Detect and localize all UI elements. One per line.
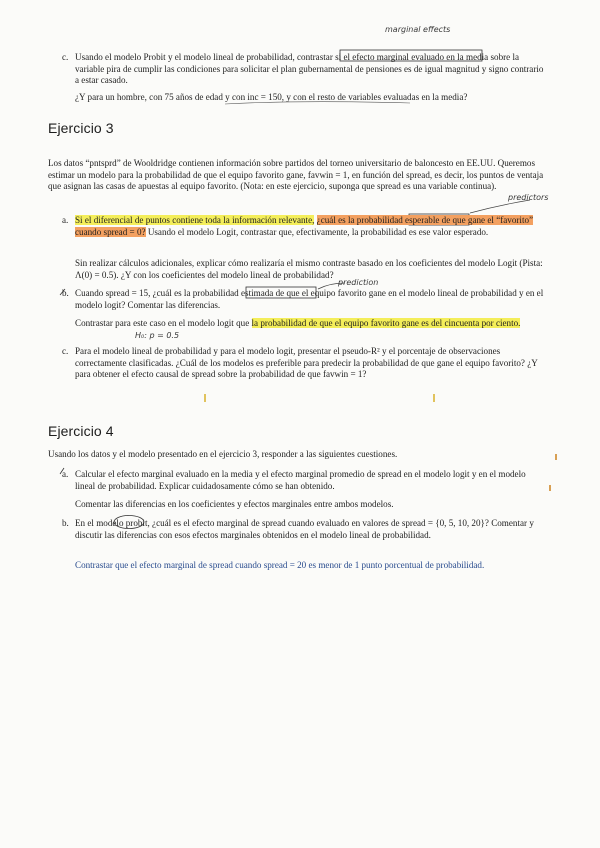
ex4-a-text: Calcular el efecto marginal evaluado en la media y el efecto marginal promedio de spread en el modelo logit y en el modelo lineal de probabilidad. Explicar cuidadosamente cómo se han obtenido.: [75, 469, 526, 491]
ex3-c-label: c.: [62, 346, 69, 356]
ex3-a-rest: Usando el modelo Logit, contrastar que, efectivamente, la probabilidad es ese valor esperado.: [147, 226, 489, 237]
hand-note-predictors: predictors: [508, 193, 549, 202]
ex2-c-question: ¿Y para un hombre, con 75 años de edad y con inc = 150, y con el resto de variables evaluadas en la media?: [75, 92, 468, 102]
hand-note-prediction: prediction: [338, 278, 379, 287]
ex3-b-para2-highlight: la probabilidad de que el equipo favorito gane es del cincuenta por ciento.: [251, 318, 521, 328]
ex3-a-label: a.: [62, 215, 69, 225]
ex2-c-label: c.: [62, 52, 69, 62]
ex4-intro: Usando los datos y el modelo presentado en el ejercicio 3, responder a las siguientes cuestiones.: [48, 449, 398, 459]
ex3-a-highlight1: Si el diferencial de puntos contiene toda la información relevante,: [75, 215, 315, 225]
ex3-b-text: Cuando spread = 15, ¿cuál es la probabilidad estimada de que el equipo favorito gane en el modelo lineal de probabilidad y en el modelo logit? Comentar las diferencias.: [75, 288, 544, 310]
ex3-a-text: [75, 215, 547, 238]
ex3-b-para2-start: Contrastar para este caso en el modelo logit que: [75, 318, 250, 328]
ex4-b-para2: Contrastar que el efecto marginal de spread cuando spread = 20 es menor de 1 punto porcentual de probabilidad.: [75, 560, 485, 570]
hand-note-hypothesis: H₀: p = 0.5: [135, 331, 180, 340]
ex2-c-text: Usando el modelo Probit y el modelo lineal de probabilidad, contrastar si el efecto marginal evaluado en la media sobre la variable pira de cumplir las condiciones para solicitar el plan gubernamental de pensiones es de igual magnitud y signo contrario a estar casado.: [75, 52, 544, 86]
ex3-intro: Los datos “pntsprd” de Wooldridge contienen información sobre partidos del torneo universitario de baloncesto en EE.UU. Queremos estimar un modelo para la probabilidad de que el equipo favorito gane, favwin = 1, en función del spread, es decir, los puntos de ventaja que asignan las casas de apuestas al equipo favorito. (Nota: en este ejercicio, suponga que spread es una variable continua).: [48, 158, 544, 192]
hand-note-marginal: marginal effects: [385, 25, 451, 34]
ex3-a-highlight2: ¿cuál es la probabilidad esperable de que gane el “favorito” cuando spread = 0?: [75, 215, 534, 237]
ex4-b-text: En el modelo probit, ¿cuál es el efecto marginal de spread cuando evaluado en valores de spread = {0, 5, 10, 20}? Comentar y discutir las diferencias con esos efectos marginales obtenidos en el modelo lineal de probabilidad.: [75, 518, 534, 540]
ex3-a-para2: Sin realizar cálculos adicionales, explicar cómo realizaría el mismo contraste basado en los coeficientes del modelo Logit (Pista: Λ(0) = 0.5). ¿Y con los coeficientes del modelo lineal de probabilidad?: [75, 258, 543, 280]
ex4-a-label: a.: [62, 469, 69, 479]
ex4-title: Ejercicio 4: [48, 423, 114, 439]
ex3-title: Ejercicio 3: [48, 120, 114, 136]
ex4-b-label: b.: [62, 518, 69, 528]
ex3-c-text: Para el modelo lineal de probabilidad y para el modelo logit, presentar el pseudo-R² y el porcentaje de observaciones correctamente clasificadas. ¿Cuál de los modelos es preferible para predecir la probabilidad de que gane el equipo favorito? ¿Y para obtener el efecto causal de spread sobre la probabilidad de que favwin = 1?: [75, 346, 538, 380]
ex3-b-para2: [75, 318, 547, 330]
ex4-a-para2: Comentar las diferencias en los coeficientes y efectos marginales entre ambos modelos.: [75, 499, 394, 509]
ex3-b-label: b.: [62, 288, 69, 298]
